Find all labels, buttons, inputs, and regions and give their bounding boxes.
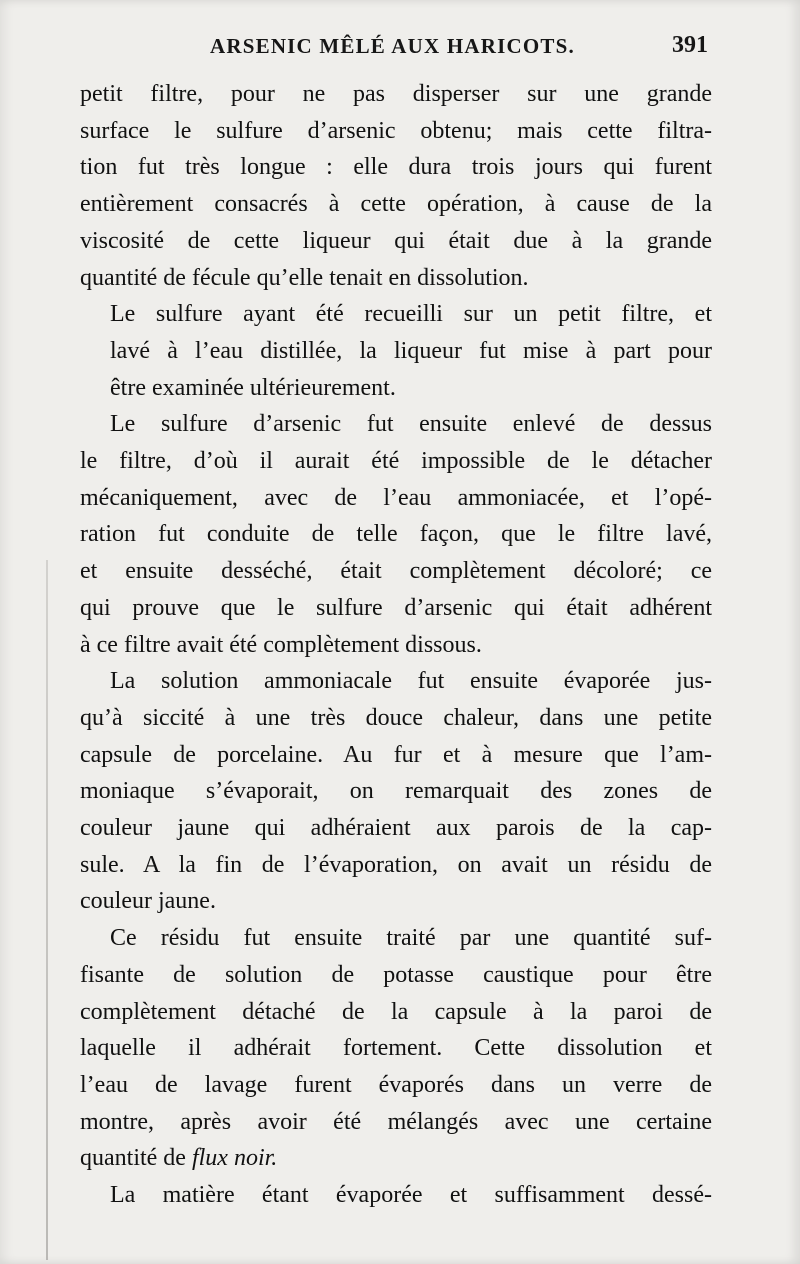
paragraph-5 [80, 920, 712, 1177]
page-body [80, 76, 712, 1214]
text-line: Le sulfure ayant été recueilli sur un petit filtre, et [110, 301, 712, 328]
text-line: complètement détaché de la capsule à la paroi de [80, 998, 712, 1025]
text-line: ration fut conduite de telle façon, que le filtre lavé, [80, 521, 712, 548]
text-line: et ensuite desséché, était complètement décoloré; ce [80, 558, 712, 585]
paragraph-2 [80, 296, 712, 406]
text-line: l’eau de lavage furent évaporés dans un verre de [80, 1071, 712, 1098]
text-line: surface le sulfure d’arsenic obtenu; mais cette filtra- [80, 117, 712, 144]
text-line: être examinée ultérieurement. [110, 374, 396, 401]
text-line: qu’à siccité à une très douce chaleur, dans une petite [80, 704, 712, 731]
text-line: couleur jaune qui adhéraient aux parois de la cap- [80, 815, 712, 842]
text-line: sule. A la fin de l’évaporation, on avait un résidu de [80, 851, 712, 878]
text-line: La matière étant évaporée et suffisamment dessé- [110, 1182, 712, 1209]
text-line: lavé à l’eau distillée, la liqueur fut mise à part pour [110, 337, 712, 364]
text-line: fisante de solution de potasse caustique pour être [80, 961, 712, 988]
text-line: capsule de porcelaine. Au fur et à mesure que l’am- [80, 741, 712, 768]
text-line: petit filtre, pour ne pas disperser sur une grande [80, 81, 712, 107]
text-line: quantité de fécule qu’elle tenait en dissolution. [80, 264, 529, 291]
running-title: ARSENIC MÊLÉ AUX HARICOTS. [210, 34, 575, 58]
paragraph-3 [80, 406, 712, 663]
text-line: La solution ammoniacale fut ensuite évaporée jus- [110, 668, 712, 695]
page-number: 391 [672, 32, 708, 58]
gutter-shadow [46, 560, 48, 1260]
italic-term: flux noir. [191, 1145, 278, 1172]
text-line [80, 1140, 712, 1177]
text-line: à ce filtre avait été complètement dissous. [80, 631, 482, 658]
paragraph-4 [80, 663, 712, 920]
paragraph-6 [80, 1177, 712, 1214]
text-line: montre, après avoir été mélangés avec une certaine [80, 1108, 712, 1135]
text-line: entièrement consacrés à cette opération, à cause de la [80, 191, 712, 218]
running-header [80, 34, 712, 64]
text-line: tion fut très longue : elle dura trois jours qui furent [80, 154, 712, 181]
text-line: moniaque s’évaporait, on remarquait des zones de [80, 778, 712, 805]
text-line: Ce résidu fut ensuite traité par une quantité suf- [110, 925, 712, 952]
text-fragment: quantité de [80, 1145, 186, 1172]
paragraph-1 [80, 76, 712, 296]
text-line: le filtre, d’où il aurait été impossible de le détacher [80, 448, 712, 475]
text-line: viscosité de cette liqueur qui était due à la grande [80, 227, 712, 254]
text-line: qui prouve que le sulfure d’arsenic qui était adhérent [80, 594, 712, 621]
text-line: couleur jaune. [80, 888, 216, 915]
text-line: laquelle il adhérait fortement. Cette dissolution et [80, 1035, 712, 1062]
text-line: Le sulfure d’arsenic fut ensuite enlevé de dessus [110, 411, 712, 438]
text-line: mécaniquement, avec de l’eau ammoniacée, et l’opé- [80, 484, 712, 511]
